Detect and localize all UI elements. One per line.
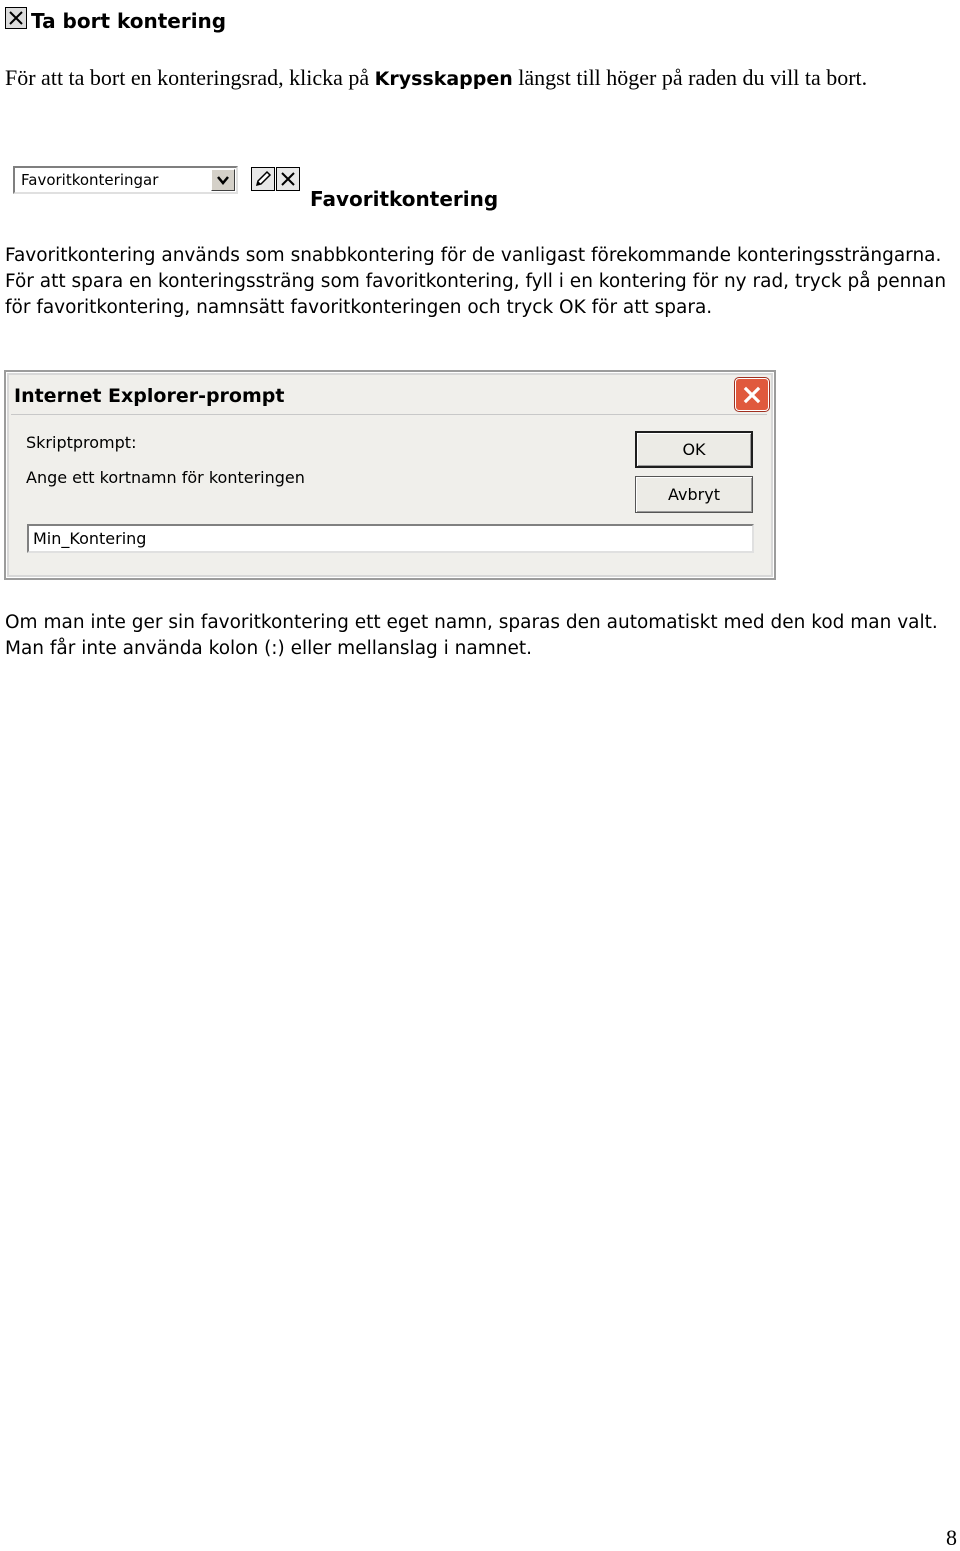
page-title: Ta bort kontering [31,9,227,33]
pencil-icon [254,170,272,188]
close-icon [743,386,761,404]
intro-text-start: För att ta bort en konteringsrad, klicka på [5,65,375,90]
note-paragraph: Om man inte ger sin favoritkontering ett eget namn, sparas den automatiskt med den kod man valt. Man får inte använda kolon (:) eller mellanslag i namnet. [5,612,938,659]
intro-bold-term: Krysskappen [374,68,513,90]
intro-paragraph [5,64,955,93]
divider [11,414,767,415]
page-number: 8 [946,1525,957,1550]
close-icon [5,7,27,29]
chevron-down-icon[interactable] [211,169,235,191]
dialog-prompt-text: Ange ett kortnamn för konteringen [26,468,305,487]
delete-row-button[interactable] [276,167,300,191]
cancel-button[interactable]: Avbryt [635,476,753,513]
intro-text-end: längst till höger på raden du vill ta bort. [512,65,868,90]
section-body: Favoritkontering används som snabbkontering för de vanligast förekommande konteringssträngarna. För att spara en konteringssträng som favoritkontering, fyll i en kontering för ny rad, tryck på pennan för favoritkontering, namnsätt favoritkonteringen och tryck OK för att spara. [5,245,947,318]
favorites-dropdown[interactable] [13,166,238,194]
edit-favorite-button[interactable] [251,167,275,191]
name-input[interactable]: Min_Kontering [27,524,754,553]
close-icon [280,171,296,187]
dialog-title: Internet Explorer-prompt [14,385,285,407]
dialog-label: Skriptprompt: [26,433,137,452]
ok-button[interactable]: OK [635,431,753,468]
section-title: Favoritkontering [310,187,499,211]
dropdown-value: Favoritkonteringar [21,171,159,189]
dialog-close-button[interactable] [735,378,769,411]
